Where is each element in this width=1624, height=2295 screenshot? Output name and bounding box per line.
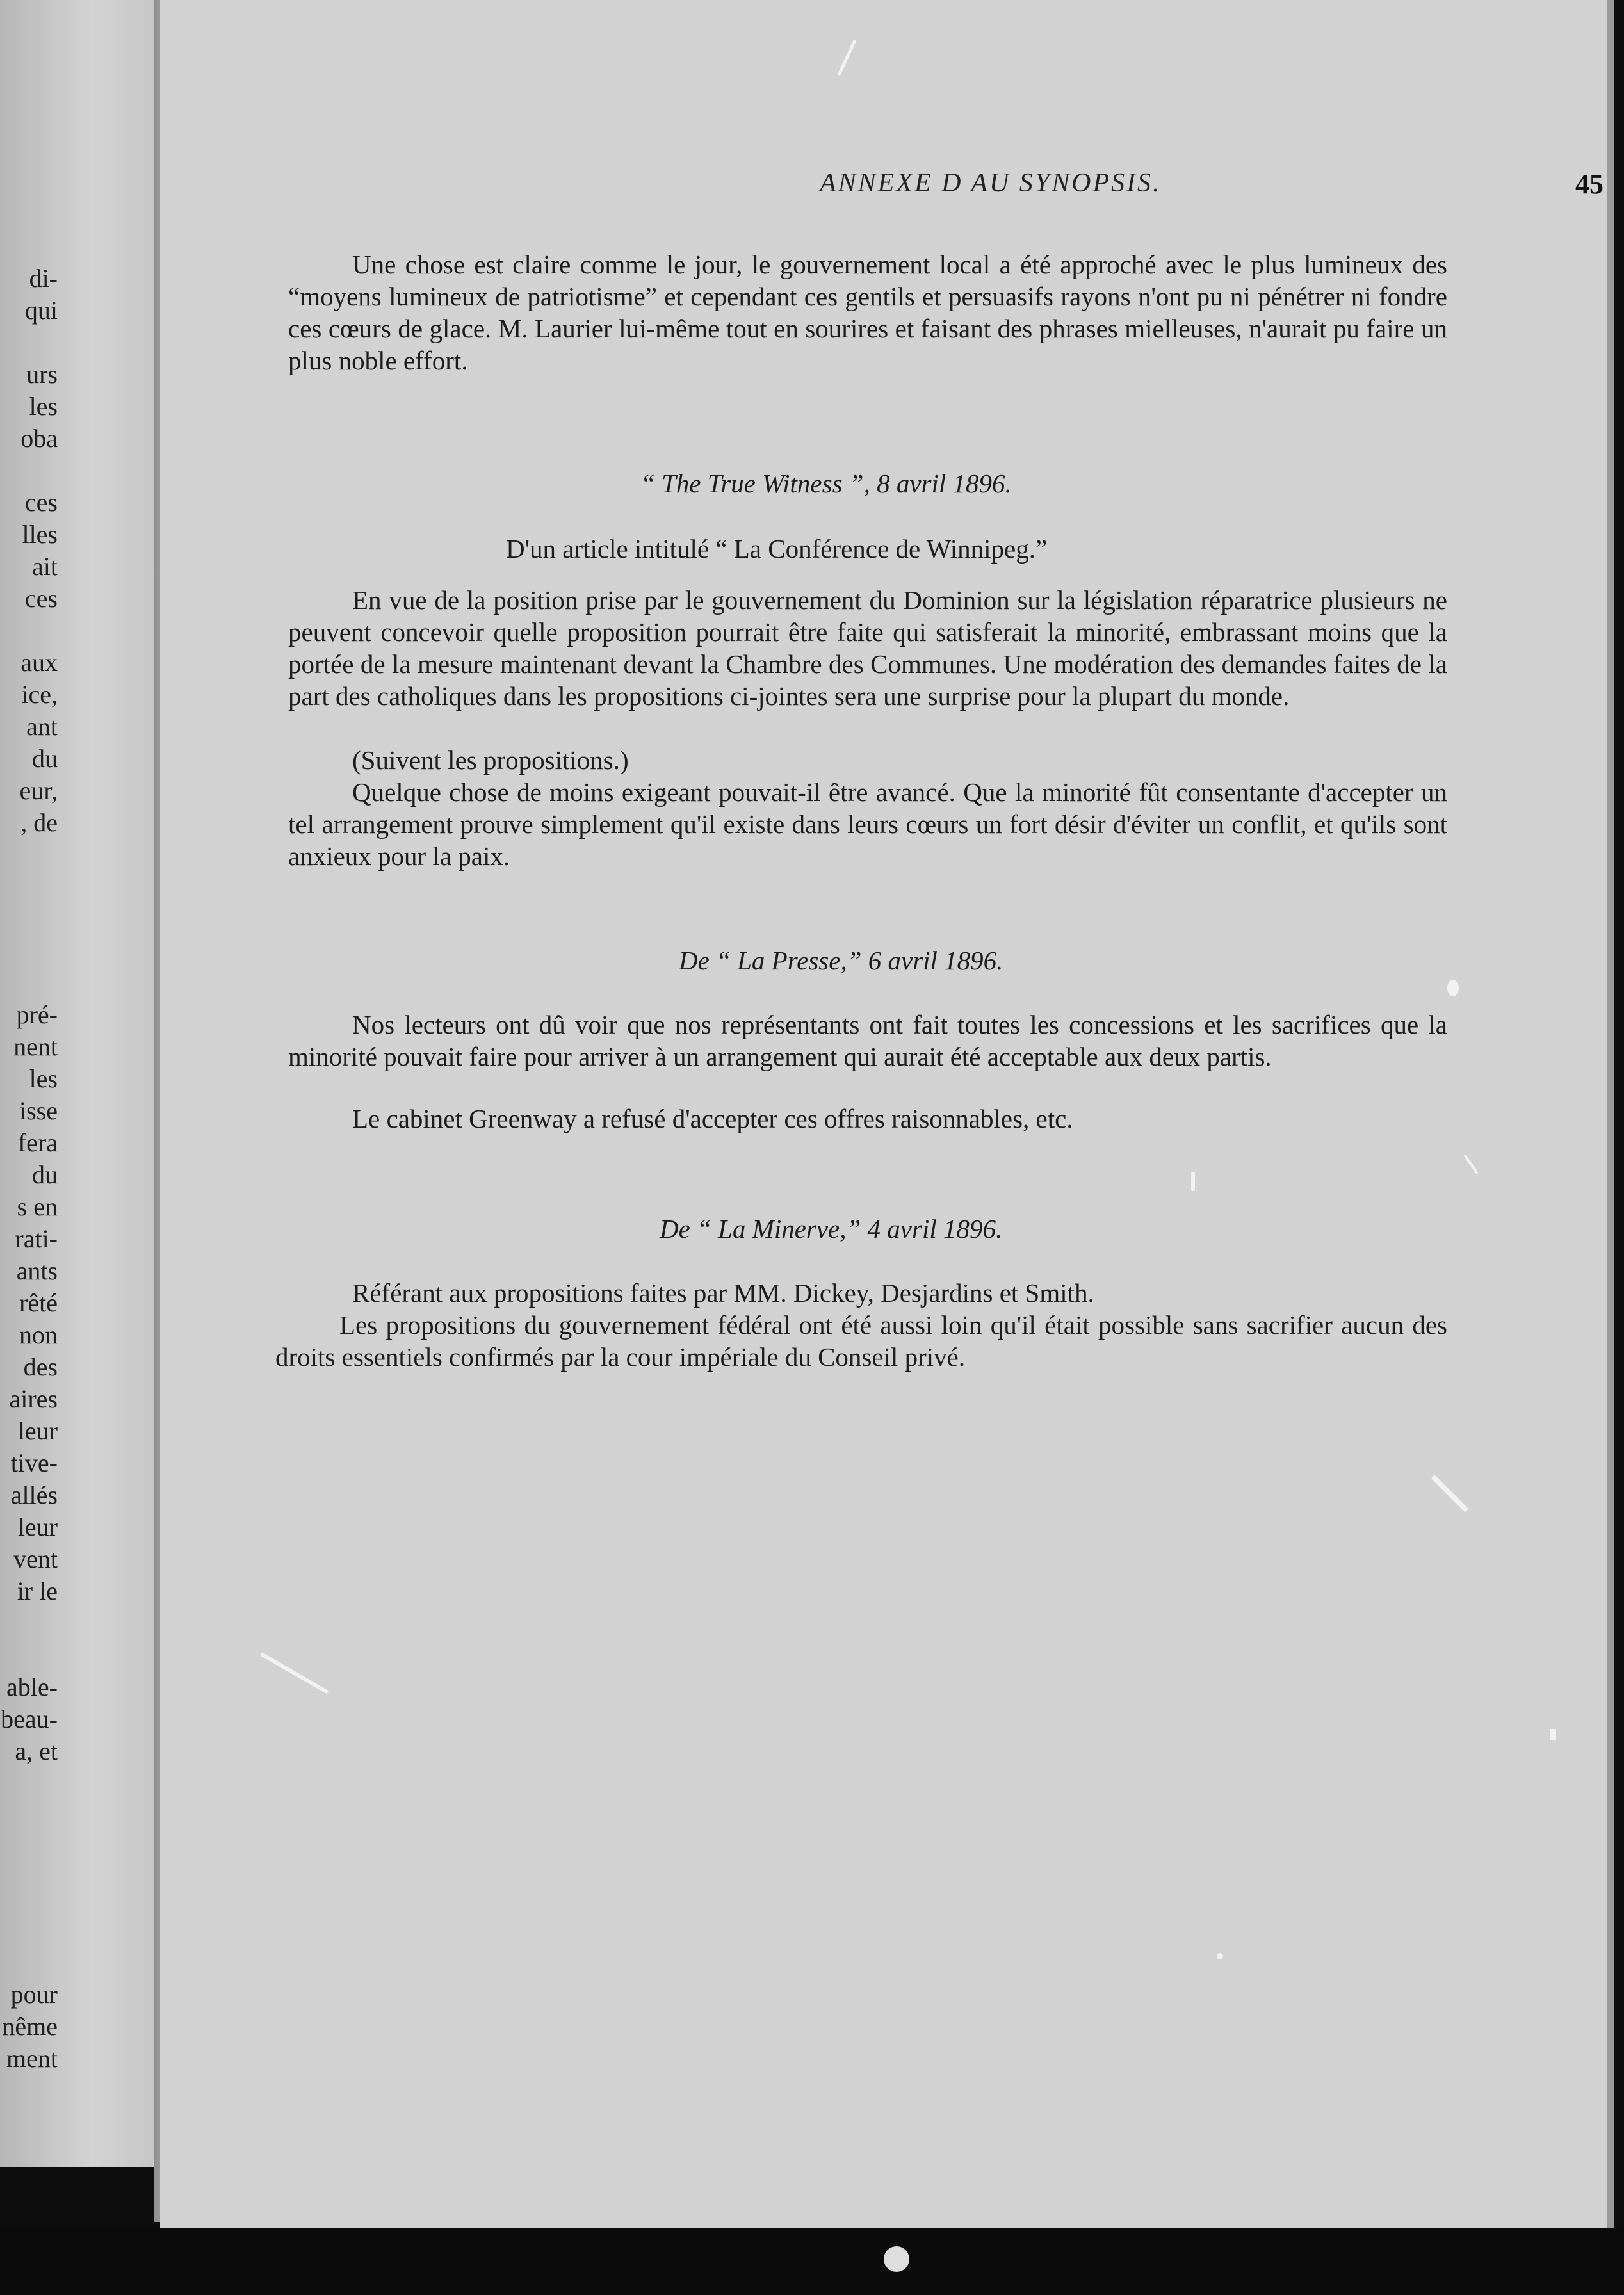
article-title: D'un article intitulé “ La Conférence de Winnipeg.” bbox=[506, 534, 1048, 564]
previous-page-fragment: non bbox=[19, 1320, 58, 1349]
previous-page-fragment: leur bbox=[17, 1512, 58, 1541]
paragraph-4: Quelque chose de moins exigeant pouvait-il être avancé. Que la minorité fût consentante d'accepter un tel arrangement prouve simplement qu'il existe dans leurs cœurs un fort désir d'éviter un conflit, et qu'ils sont anxieux pour la paix. bbox=[288, 777, 1447, 871]
previous-page-fragment: qui bbox=[24, 296, 58, 325]
previous-page-fragment: fera bbox=[17, 1128, 58, 1157]
previous-page-fragment: du bbox=[32, 744, 58, 773]
previous-page-fragment: a, et bbox=[15, 1737, 58, 1765]
previous-page-fragment: lles bbox=[22, 520, 58, 549]
previous-page-fragment: rati- bbox=[15, 1224, 58, 1253]
previous-page-fragment: di- bbox=[29, 264, 58, 293]
previous-page-fragment: leur bbox=[17, 1416, 58, 1445]
previous-page-fragment: pré- bbox=[16, 1000, 58, 1029]
previous-page-fragment: du bbox=[32, 1160, 58, 1189]
previous-page-fragment: ants bbox=[16, 1256, 58, 1285]
scan-speck bbox=[1217, 1953, 1223, 1959]
paragraph-1: Une chose est claire comme le jour, le gouvernement local a été approché avec le plus lumineux des “moyens lumineux de patriotisme” et cependant ces gentils et persuasifs rayons n'ont pu ni pénétrer ni fondre ces cœurs de glace. M. Laurier lui-même tout en sourires et faisant des phrases mielleuses, n'aurait pu faire un plus noble effort. bbox=[288, 250, 1447, 375]
previous-page-fragment: les bbox=[29, 1064, 58, 1093]
scan-speck bbox=[1431, 1475, 1469, 1512]
scan-speck bbox=[1550, 1729, 1556, 1740]
running-header: ANNEXE D AU SYNOPSIS. bbox=[820, 168, 1162, 198]
paragraph-6: Le cabinet Greenway a refusé d'accepter ces offres raisonnables, etc. bbox=[352, 1104, 1073, 1133]
previous-page-fragment: rêté bbox=[19, 1288, 58, 1317]
previous-page-fragment: nême bbox=[2, 2012, 58, 2041]
paragraph-3: (Suivent les propositions.) bbox=[352, 745, 629, 775]
previous-page-fragment: pour bbox=[10, 1980, 58, 2009]
previous-page-fragment: urs bbox=[26, 360, 58, 389]
scan-speck bbox=[838, 40, 857, 76]
page-number: 45 bbox=[1575, 168, 1604, 200]
previous-page-fragment: ces bbox=[24, 584, 58, 613]
previous-page-fragment: s en bbox=[17, 1192, 58, 1221]
scan-speck bbox=[1191, 1172, 1195, 1191]
previous-page-fragment: able- bbox=[6, 1673, 58, 1701]
previous-page-fragment: les bbox=[29, 392, 58, 421]
document-page bbox=[160, 0, 1614, 2228]
previous-page-fragment: vent bbox=[13, 1545, 58, 1573]
previous-page-fragment: ant bbox=[26, 712, 58, 741]
previous-page-fragment: oba bbox=[20, 424, 58, 453]
previous-page-fragment: aux bbox=[20, 648, 58, 677]
scan-artifact-dot bbox=[884, 2246, 909, 2272]
previous-page-fragment: ice, bbox=[21, 680, 58, 709]
source-true-witness: “ The True Witness ”, 8 avril 1896. bbox=[640, 469, 1012, 498]
scan-speck bbox=[1463, 1154, 1479, 1174]
previous-page-fragment: ment bbox=[6, 2044, 58, 2073]
previous-page-fragment: , de bbox=[20, 808, 58, 837]
previous-page-fragment: beau- bbox=[1, 1705, 58, 1733]
source-la-minerve: De “ La Minerve,” 4 avril 1896. bbox=[660, 1214, 1003, 1244]
previous-page-fragment: tive- bbox=[10, 1448, 58, 1477]
paragraph-2: En vue de la position prise par le gouvernement du Dominion sur la législation réparatrice plusieurs ne peuvent concevoir quelle proposition pourrait être faite qui satisferait la minorité, embrassant moins que la portée de la mesure maintenant devant la Chambre des Communes. Une modération des demandes faites de la part des catholiques dans les propositions ci-jointes sera une surprise pour la plupart du monde. bbox=[288, 585, 1447, 711]
scan-speck bbox=[1447, 980, 1459, 996]
previous-page-fragment: ir le bbox=[17, 1577, 58, 1605]
scan-speck bbox=[261, 1652, 329, 1694]
previous-page-fragment: allés bbox=[10, 1480, 58, 1509]
previous-page-fragment: eur, bbox=[19, 776, 58, 805]
previous-page-fragment: ces bbox=[24, 488, 58, 517]
previous-page-fragment: nent bbox=[13, 1032, 58, 1061]
paragraph-7: Référant aux propositions faites par MM. Dickey, Desjardins et Smith. bbox=[352, 1278, 1094, 1308]
paragraph-5: Nos lecteurs ont dû voir que nos représentants ont fait toutes les concessions et les sacrifices que la minorité pouvait faire pour arriver à un arrangement qui aurait été acceptable aux deux partis. bbox=[288, 1010, 1447, 1071]
previous-page-fragment: des bbox=[23, 1352, 58, 1381]
paragraph-8: Les propositions du gouvernement fédéral ont été aussi loin qu'il était possible sans sacrifier aucun des droits essentiels confirmés par la cour impériale du Conseil privé. bbox=[275, 1310, 1447, 1372]
previous-page-fragment: isse bbox=[19, 1096, 58, 1125]
previous-page-fragment: ait bbox=[32, 552, 58, 581]
previous-page-edge bbox=[0, 0, 154, 2167]
scan-bottom-border bbox=[0, 2228, 1624, 2295]
previous-page-fragment: aires bbox=[9, 1384, 58, 1413]
source-la-presse: De “ La Presse,” 6 avril 1896. bbox=[679, 946, 1003, 975]
